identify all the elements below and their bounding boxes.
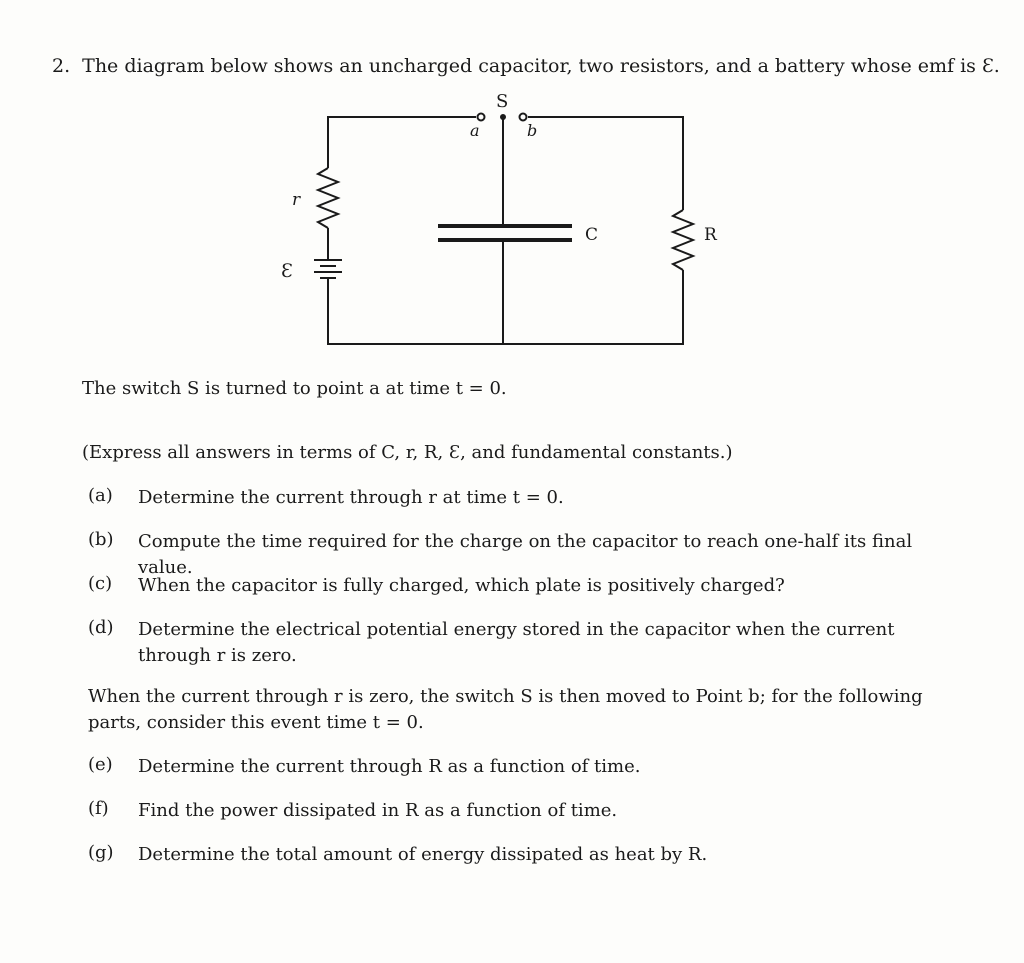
circuit-diagram	[0, 0, 1024, 400]
part-b-text: Compute the time required for the charge on the capacitor to reach one-half its final value.	[138, 531, 913, 578]
part-g-text: Determine the total amount of energy dissipated as heat by R.	[138, 844, 708, 865]
point-b-label: b	[527, 121, 538, 140]
part-a-label: (a)	[88, 485, 113, 506]
part-c-label: (c)	[88, 573, 113, 594]
part-c	[88, 573, 968, 599]
switch-terminal-a	[478, 114, 485, 121]
part-d-text: Determine the electrical potential energy stored in the capacitor when the current through r is zero.	[138, 619, 895, 666]
question-intro: The diagram below shows an uncharged capacitor, two resistors, and a battery whose emf is Ɛ.	[82, 55, 1000, 77]
part-f-label: (f)	[88, 798, 109, 819]
switch-label: S	[496, 91, 509, 112]
part-f-text: Find the power dissipated in R as a function of time.	[138, 800, 618, 821]
question-number: 2.	[52, 55, 71, 77]
resistor-R-symbol	[673, 210, 693, 270]
part-f	[88, 798, 968, 824]
wire-left-top	[328, 117, 476, 168]
setup-text: The switch S is turned to point a at time t = 0.	[82, 378, 507, 399]
part-g	[88, 842, 968, 868]
part-d	[88, 617, 968, 669]
capacitor-label: C	[585, 225, 599, 245]
resistor-R-label: R	[704, 225, 717, 245]
switch-terminal-b	[520, 114, 527, 121]
wire-right-top	[528, 117, 683, 210]
switch-pivot	[500, 114, 506, 120]
battery-emf-label: Ɛ	[281, 260, 293, 282]
part-g-label: (g)	[88, 842, 114, 863]
point-a-label: a	[470, 121, 480, 140]
part-a-text: Determine the current through r at time t = 0.	[138, 487, 564, 508]
transition-text: When the current through r is zero, the switch S is then moved to Point b; for the following parts, consider this event time t = 0.	[88, 686, 923, 733]
part-e-text: Determine the current through R as a function of time.	[138, 756, 641, 777]
wire-left-bottom	[328, 270, 683, 344]
express-note: (Express all answers in terms of C, r, R, Ɛ, and fundamental constants.)	[82, 442, 733, 463]
part-e	[88, 754, 968, 780]
part-a	[88, 485, 968, 511]
resistor-r-label: r	[292, 190, 301, 210]
part-b-label: (b)	[88, 529, 114, 550]
resistor-r-symbol	[318, 168, 338, 228]
part-e-label: (e)	[88, 754, 113, 775]
part-c-text: When the capacitor is fully charged, which plate is positively charged?	[138, 575, 785, 596]
part-d-label: (d)	[88, 617, 114, 638]
